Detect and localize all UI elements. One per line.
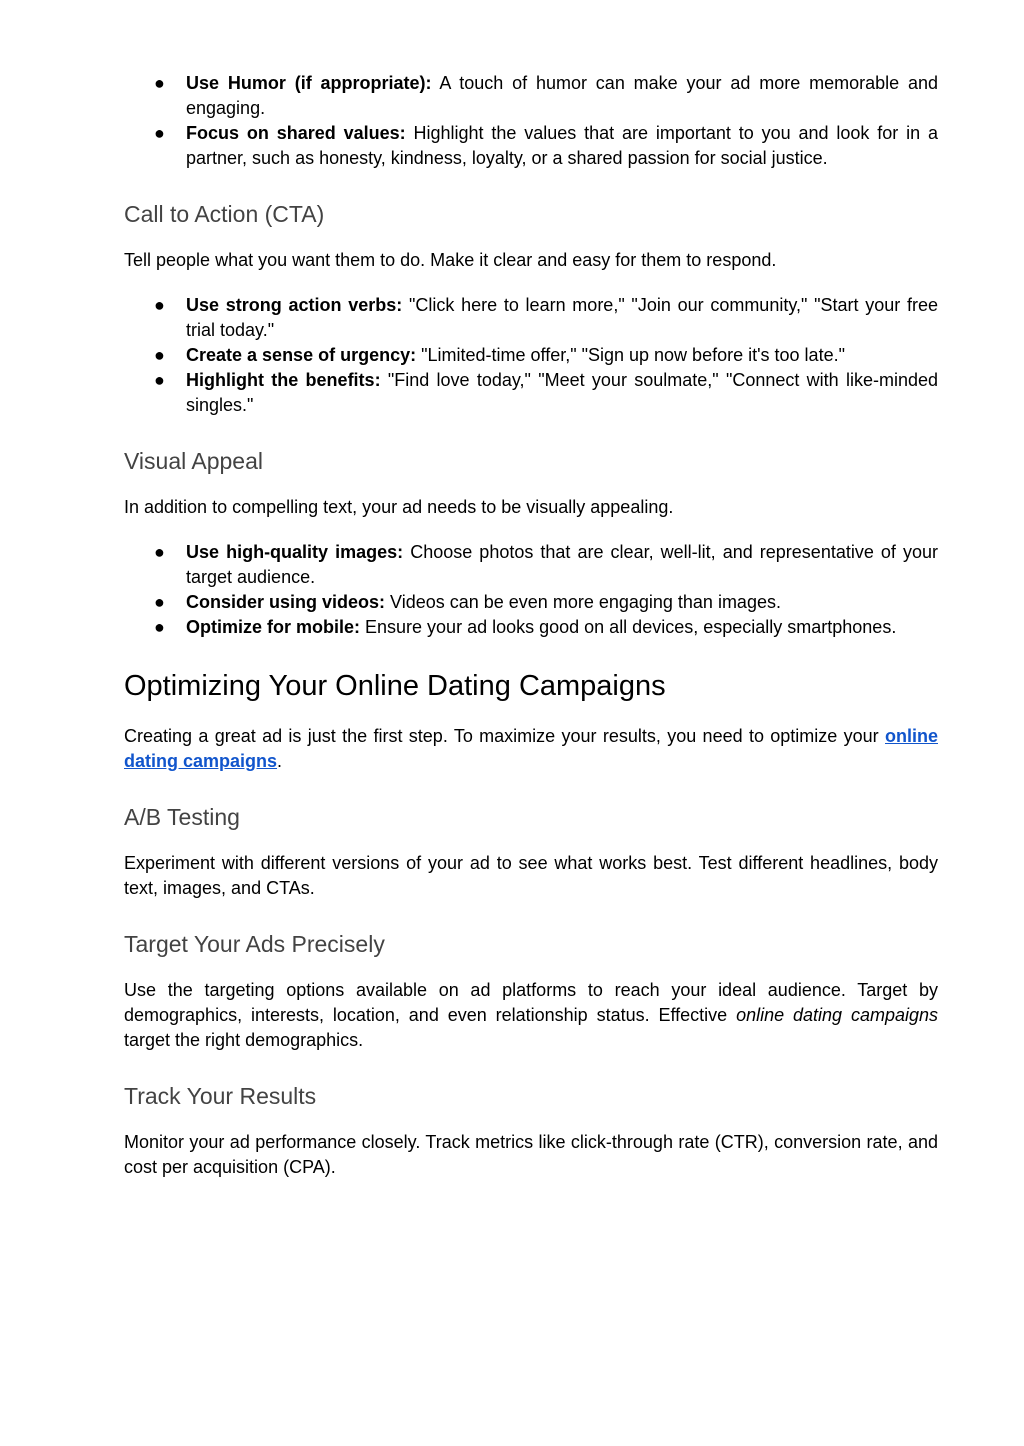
bullet-icon: ● [154,123,165,143]
list-item [124,121,938,171]
bullet-bold-lead: Focus on shared values: [186,123,406,143]
bullet-text: Choose photos that are clear, well-lit, and representative of your target audience. [186,542,938,587]
document-page [124,70,938,1180]
list-item [124,293,938,343]
track-paragraph: Monitor your ad performance closely. Track metrics like click-through rate (CTR), conversion rate, and cost per acquisition (CPA). [124,1132,938,1177]
target-italic-text: online dating campaigns [736,1005,938,1025]
bullet-icon: ● [154,73,165,93]
optimizing-text: Creating a great ad is just the first step. To maximize your results, you need to optimize your [124,726,885,746]
bullet-text: "Limited-time offer," "Sign up now before it's too late." [416,345,845,365]
list-item [124,343,938,368]
bullet-bold-lead: Optimize for mobile: [186,617,361,637]
target-paragraph [124,978,938,1053]
bullet-icon: ● [154,370,165,390]
bullet-bold-lead: Use Humor (if appropriate): [186,73,432,93]
heading-ab-testing: A/B Testing [124,804,240,830]
bullet-bold-lead: Highlight the benefits: [186,370,381,390]
bullet-text: A touch of humor can make your ad more memorable and engaging. [186,73,938,118]
target-text: Use the targeting options available on ad platforms to reach your ideal audience. Target by demographics, interests, location, and even relationship status. Effective [124,980,938,1025]
optimizing-text-end: . [277,751,283,771]
heading-optimizing: Optimizing Your Online Dating Campaigns [124,670,666,702]
cta-bullet-list [124,293,938,418]
bullet-bold-lead: Use strong action verbs: [186,295,403,315]
visual-bullet-list [124,540,938,640]
bullet-text: Ensure your ad looks good on all devices, especially smartphones. [360,617,897,637]
bullet-icon: ● [154,345,165,365]
bullet-bold-lead: Create a sense of urgency: [186,345,417,365]
bullet-text: Videos can be even more engaging than images. [385,592,781,612]
cta-intro: Tell people what you want them to do. Make it clear and easy for them to respond. [124,250,777,270]
bullet-text: "Click here to learn more," "Join our community," "Start your free trial today." [186,295,938,340]
target-text-end: target the right demographics. [124,1030,364,1050]
heading-cta: Call to Action (CTA) [124,201,325,227]
bullet-text: "Find love today," "Meet your soulmate," "Connect with like-minded singles." [186,370,938,415]
heading-track-results: Track Your Results [124,1083,317,1109]
optimizing-paragraph [124,724,938,774]
list-item [124,540,938,590]
bullet-text: Highlight the values that are important to you and look for in a partner, such as honesty, kindness, loyalty, or a shared passion for social justice. [186,123,938,168]
list-item [124,615,938,640]
heading-visual-appeal: Visual Appeal [124,448,263,474]
bullet-icon: ● [154,542,165,562]
bullet-bold-lead: Consider using videos: [186,592,386,612]
list-item [124,71,938,121]
visual-intro: In addition to compelling text, your ad needs to be visually appealing. [124,497,674,517]
heading-target-ads: Target Your Ads Precisely [124,931,385,957]
bullet-icon: ● [154,617,165,637]
bullet-icon: ● [154,592,165,612]
intro-bullet-list [124,71,938,171]
list-item [124,368,938,418]
list-item [124,590,938,615]
bullet-icon: ● [154,295,165,315]
bullet-bold-lead: Use high-quality images: [186,542,404,562]
online-dating-campaigns-link[interactable]: online dating campaigns [124,726,938,771]
ab-paragraph: Experiment with different versions of your ad to see what works best. Test different headlines, body text, images, and CTAs. [124,853,938,898]
